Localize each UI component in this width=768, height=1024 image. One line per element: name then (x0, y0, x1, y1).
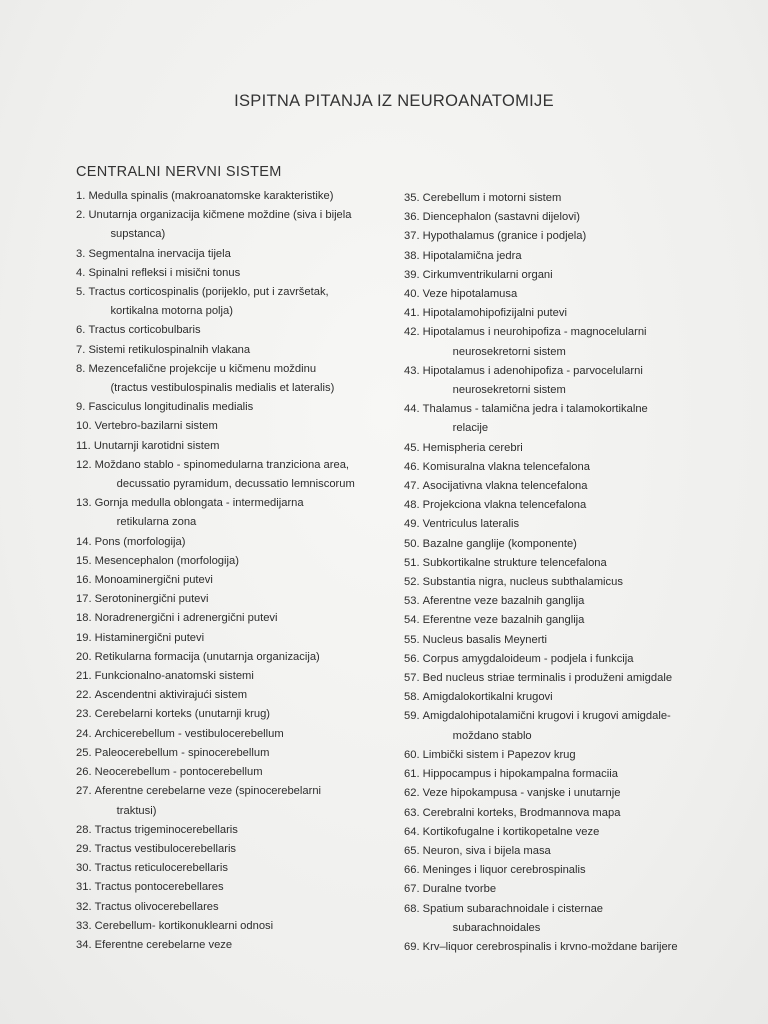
question-line: Tractus trigeminocerebellaris (94, 823, 238, 836)
question-text (88, 341, 396, 360)
question-text (423, 804, 704, 823)
question-line: Mezencefalične projekcije u kičmenu moždinu (88, 362, 317, 375)
question-item (404, 477, 704, 496)
question-text (95, 840, 396, 859)
question-item (76, 360, 396, 398)
question-number: 65. (404, 844, 423, 857)
question-text (423, 784, 704, 803)
question-continuation-line: supstanca) (110, 228, 166, 241)
question-number: 1. (76, 190, 89, 202)
question-number: 10. (76, 420, 95, 433)
question-item (76, 725, 396, 744)
question-item (76, 629, 396, 648)
question-number: 69. (404, 940, 423, 953)
question-text (423, 189, 704, 208)
question-item (404, 304, 704, 323)
question-line: Monoaminergični putevi (94, 574, 213, 587)
question-number: 6. (76, 324, 89, 337)
question-item (404, 515, 704, 534)
question-continuation-line: decussatio pyramidum, decussatio lemniscorum (116, 478, 355, 491)
question-number: 25. (76, 746, 95, 759)
question-item (76, 398, 396, 417)
question-number: 45. (404, 441, 423, 454)
question-continuation-line: (tractus vestibulospinalis medialis et lateralis) (110, 382, 335, 395)
question-text (423, 362, 704, 400)
question-line: Sistemi retikulospinalnih vlakana (88, 343, 251, 356)
question-item (76, 245, 396, 264)
question-number: 61. (404, 768, 423, 781)
question-line: Unutarnji karotidni sistem (93, 439, 220, 452)
question-item (76, 648, 396, 667)
question-number: 59. (404, 710, 423, 723)
question-item (404, 266, 704, 285)
question-number: 50. (404, 537, 423, 550)
question-text (95, 456, 396, 494)
question-line: Hipotalamus i adenohipofiza - parvocelularni (422, 364, 643, 377)
question-text (423, 592, 704, 611)
question-line: Hippocampus i hipokampalna formaciia (422, 768, 618, 781)
question-line: Fasciculus longitudinalis medialis (88, 401, 254, 414)
question-number: 39. (404, 268, 423, 281)
question-continuation-line: traktusi) (116, 804, 157, 817)
question-line: Krv–liquor cerebrospinalis i krvno-moždane barijere (422, 940, 678, 953)
question-number: 3. (76, 247, 89, 260)
question-item (76, 763, 396, 782)
question-line: Diencephalon (sastavni dijelovi) (422, 211, 581, 224)
question-item (76, 744, 396, 763)
question-item (76, 840, 396, 859)
question-line: Pons (morfologija) (94, 535, 186, 548)
question-item (404, 362, 704, 400)
question-number: 14. (76, 535, 95, 548)
question-continuation-line: subarachnoidales (452, 921, 541, 934)
question-text (88, 398, 396, 417)
question-number: 63. (404, 806, 423, 819)
question-line: Veze hipotalamusa (422, 288, 518, 301)
question-line: Cerebellum i motorni sistem (422, 192, 562, 204)
question-number: 19. (76, 631, 95, 644)
question-line: Aferentne cerebelarne veze (spinocerebelarni (94, 785, 322, 798)
question-number: 11. (76, 439, 94, 452)
question-number: 16. (76, 574, 95, 587)
question-line: Komisuralna vlakna telencefalona (422, 460, 590, 473)
question-line: Mesencephalon (morfologija) (94, 554, 239, 567)
question-item (404, 938, 704, 957)
question-line: Medulla spinalis (makroanatomske karakteristike) (88, 190, 334, 202)
question-item (404, 592, 704, 611)
question-text (95, 686, 396, 705)
question-item (76, 283, 396, 321)
question-text (423, 861, 704, 880)
question-line: Substantia nigra, nucleus subthalamicus (422, 576, 623, 589)
question-list-right (404, 189, 704, 957)
question-text (423, 823, 704, 842)
question-item (76, 552, 396, 571)
question-item (404, 746, 704, 765)
question-continuation-line: neurosekretorni sistem (452, 384, 566, 397)
question-item (76, 187, 396, 206)
question-item (76, 341, 396, 360)
question-item (76, 686, 396, 705)
question-text (423, 669, 704, 688)
question-item (76, 936, 396, 955)
question-continuation-line: neurosekretorni sistem (452, 345, 566, 358)
question-item (76, 782, 396, 820)
question-line: Archicerebellum - vestibulocerebellum (94, 727, 284, 740)
question-text (423, 458, 704, 477)
question-line: Projekciona vlakna telencefalona (422, 499, 587, 512)
question-item (76, 264, 396, 283)
question-line: Tractus reticulocerebellaris (94, 862, 228, 875)
question-number: 12. (76, 458, 95, 471)
question-text (423, 304, 704, 323)
question-text (423, 688, 704, 707)
question-text (423, 439, 704, 458)
question-item (76, 494, 396, 532)
question-number: 32. (76, 900, 95, 913)
question-number: 41. (404, 307, 423, 320)
question-item (404, 400, 704, 438)
question-item (76, 437, 396, 456)
question-text (423, 765, 704, 784)
question-line: Noradrenergični i adrenergični putevi (94, 612, 278, 625)
question-number: 64. (404, 825, 423, 838)
question-line: Amigdalokortikalni krugovi (422, 691, 553, 704)
question-text (95, 898, 396, 917)
question-number: 2. (76, 209, 89, 222)
question-text (423, 880, 704, 899)
question-text (95, 725, 396, 744)
question-item (76, 878, 396, 897)
question-number: 17. (76, 593, 95, 606)
question-continuation-line: relacije (452, 422, 489, 435)
question-text (423, 554, 704, 573)
question-line: Bazalne ganglije (komponente) (422, 537, 577, 550)
question-item (404, 323, 704, 361)
question-number: 13. (76, 497, 95, 510)
question-text (423, 247, 704, 266)
question-text (95, 917, 396, 936)
question-text (423, 227, 704, 246)
question-text (423, 631, 704, 650)
question-line: Limbički sistem i Papezov krug (422, 748, 576, 761)
question-item (76, 206, 396, 244)
question-line: Corpus amygdaloideum - podjela i funkcija (422, 652, 634, 665)
question-number: 38. (404, 249, 423, 262)
question-line: Vertebro-bazilarni sistem (94, 420, 218, 433)
question-text (95, 763, 396, 782)
question-number: 24. (76, 727, 95, 740)
question-line: Bed nucleus striae terminalis i produženi amigdale (422, 672, 673, 685)
question-item (76, 898, 396, 917)
question-line: Moždano stablo - spinomedularna tranziciona area, (94, 458, 350, 471)
question-line: Neocerebellum - pontocerebellum (94, 766, 263, 779)
question-line: Eferentne veze bazalnih ganglija (422, 614, 585, 627)
question-number: 34. (76, 938, 95, 951)
question-number: 60. (404, 748, 423, 761)
question-number: 31. (76, 881, 95, 894)
question-line: Hypothalamus (granice i podjela) (422, 230, 587, 243)
question-line: Meninges i liquor cerebrospinalis (422, 864, 586, 877)
question-item (404, 765, 704, 784)
question-text (423, 266, 704, 285)
question-text (88, 360, 396, 398)
question-number: 66. (404, 864, 423, 877)
question-item (404, 554, 704, 573)
question-number: 15. (76, 554, 95, 567)
question-text (423, 496, 704, 515)
question-text (423, 400, 704, 438)
question-number: 68. (404, 902, 423, 915)
question-line: Tractus corticospinalis (porijeklo, put i završetak, (88, 286, 329, 299)
question-list-left (76, 187, 396, 955)
question-number: 28. (76, 823, 95, 836)
question-item (404, 823, 704, 842)
question-number: 5. (76, 286, 89, 299)
question-text (423, 285, 704, 304)
question-text (423, 477, 704, 496)
question-number: 27. (76, 785, 95, 798)
question-line: Funkcionalno-anatomski sistemi (94, 670, 254, 683)
question-item (76, 917, 396, 936)
question-item (404, 458, 704, 477)
question-line: Ascendentni aktivirajući sistem (94, 689, 248, 702)
question-number: 7. (76, 343, 89, 356)
question-item (404, 900, 704, 938)
question-number: 33. (76, 919, 95, 932)
question-line: Ventriculus lateralis (422, 518, 520, 531)
question-item (404, 650, 704, 669)
question-text (95, 782, 396, 820)
question-line: Hipotalamus i neurohipofiza - magnocelularni (422, 326, 647, 339)
question-text (423, 746, 704, 765)
question-text (423, 938, 704, 957)
question-text (95, 533, 396, 552)
question-number: 57. (404, 672, 423, 685)
question-text (88, 321, 396, 340)
question-line: Segmentalna inervacija tijela (88, 247, 231, 260)
question-text (423, 208, 704, 227)
question-number: 40. (404, 288, 423, 301)
question-text (95, 744, 396, 763)
question-text (423, 573, 704, 592)
question-text (95, 494, 396, 532)
question-item (76, 571, 396, 590)
question-line: Asocijativna vlakna telencefalona (422, 480, 588, 493)
question-line: Hemispheria cerebri (422, 441, 523, 454)
question-item (404, 669, 704, 688)
question-item (404, 208, 704, 227)
question-number: 56. (404, 652, 423, 665)
question-number: 4. (76, 266, 89, 279)
question-text (88, 283, 396, 321)
question-text (95, 821, 396, 840)
question-number: 29. (76, 842, 95, 855)
question-item (404, 611, 704, 630)
question-line: Cirkumventrikularni organi (422, 268, 553, 281)
question-number: 51. (404, 556, 423, 569)
question-item (76, 321, 396, 340)
question-line: Serotoninergični putevi (94, 593, 209, 606)
question-item (76, 417, 396, 436)
question-number: 52. (404, 576, 423, 589)
question-item (404, 189, 704, 208)
question-number: 35. (404, 192, 423, 204)
question-line: Nucleus basalis Meynerti (422, 633, 548, 646)
question-number: 42. (404, 326, 423, 339)
question-text (423, 323, 704, 361)
question-item (76, 590, 396, 609)
question-line: Neuron, siva i bijela masa (422, 844, 551, 857)
question-item (76, 456, 396, 494)
question-text (95, 859, 396, 878)
question-continuation-line: retikularna zona (116, 516, 197, 529)
question-line: Amigdalohipotalamični krugovi i krugovi amigdale- (422, 710, 671, 723)
question-continuation-line: kortikalna motorna polja) (110, 305, 233, 318)
question-number: 26. (76, 766, 95, 779)
question-item (404, 688, 704, 707)
question-line: Kortikofugalne i kortikopetalne veze (422, 825, 600, 838)
question-item (404, 285, 704, 304)
question-line: Tractus vestibulocerebellaris (94, 842, 237, 855)
question-text (88, 245, 396, 264)
question-text (95, 629, 396, 648)
question-item (76, 533, 396, 552)
question-number: 54. (404, 614, 423, 627)
question-number: 43. (404, 364, 423, 377)
question-text (423, 707, 704, 745)
question-text (88, 264, 396, 283)
question-text (95, 648, 396, 667)
question-number: 8. (76, 362, 89, 375)
question-text (423, 535, 704, 554)
question-item (76, 609, 396, 628)
question-number: 49. (404, 518, 423, 531)
question-number: 18. (76, 612, 95, 625)
question-text (423, 900, 704, 938)
question-line: Tractus pontocerebellares (94, 881, 224, 894)
question-text (423, 842, 704, 861)
question-item (76, 859, 396, 878)
question-text (423, 650, 704, 669)
question-number: 21. (76, 670, 95, 683)
question-item (76, 667, 396, 686)
question-line: Duralne tvorbe (422, 883, 497, 896)
question-line: Subkortikalne strukture telencefalona (422, 556, 607, 569)
question-line: Paleocerebellum - spinocerebellum (94, 746, 270, 759)
question-number: 23. (76, 708, 95, 721)
question-item (404, 861, 704, 880)
question-item (404, 227, 704, 246)
question-text (95, 936, 396, 955)
question-line: Cerebellum- kortikonuklearni odnosi (94, 919, 274, 932)
question-line: Cerebelarni korteks (unutarnji krug) (94, 708, 271, 721)
question-line: Gornja medulla oblongata - intermedijarna (94, 497, 304, 510)
question-item (404, 842, 704, 861)
question-number: 62. (404, 787, 423, 800)
question-item (404, 880, 704, 899)
question-continuation-line: moždano stablo (452, 729, 532, 742)
question-number: 55. (404, 633, 423, 646)
question-text (95, 609, 396, 628)
question-text (88, 187, 396, 206)
question-text (95, 667, 396, 686)
question-line: Spatium subarachnoidale i cisternae (422, 902, 604, 915)
question-line: Hipotalamična jedra (422, 249, 522, 262)
section-heading: CENTRALNI NERVNI SISTEM (76, 164, 282, 180)
question-item (404, 535, 704, 554)
question-text (423, 611, 704, 630)
question-line: Histaminergični putevi (94, 631, 205, 644)
question-item (404, 247, 704, 266)
question-line: Aferentne veze bazalnih ganglija (422, 595, 585, 608)
question-item (404, 707, 704, 745)
question-item (404, 804, 704, 823)
question-line: Retikularna formacija (unutarnja organizacija) (94, 650, 320, 663)
question-item (404, 784, 704, 803)
question-item (404, 439, 704, 458)
question-item (76, 705, 396, 724)
question-line: Eferentne cerebelarne veze (94, 938, 233, 951)
page-title: ISPITNA PITANJA IZ NEUROANATOMIJE (234, 92, 554, 110)
question-number: 36. (404, 211, 423, 224)
question-text (95, 417, 396, 436)
question-line: Thalamus - talamična jedra i talamokortikalne (422, 403, 648, 416)
question-number: 53. (404, 595, 423, 608)
question-number: 46. (404, 460, 423, 473)
question-line: Hipotalamohipofizijalni putevi (422, 307, 567, 320)
question-text (95, 878, 396, 897)
question-item (404, 631, 704, 650)
question-line: Veze hipokampusa - vanjske i unutarnje (422, 787, 621, 800)
question-number: 58. (404, 691, 423, 704)
question-number: 20. (76, 650, 95, 663)
question-number: 47. (404, 480, 423, 493)
question-line: Tractus corticobulbaris (88, 324, 201, 337)
question-text (94, 437, 396, 456)
question-number: 37. (404, 230, 423, 243)
question-text (88, 206, 396, 244)
question-line: Tractus olivocerebellares (94, 900, 219, 913)
question-text (95, 552, 396, 571)
question-text (95, 590, 396, 609)
question-line: Unutarnja organizacija kičmene moždine (siva i bijela (88, 209, 352, 222)
question-number: 30. (76, 862, 95, 875)
question-item (404, 496, 704, 515)
question-item (76, 821, 396, 840)
question-number: 44. (404, 403, 423, 416)
question-text (95, 705, 396, 724)
question-text (95, 571, 396, 590)
question-number: 9. (76, 401, 89, 414)
question-number: 67. (404, 883, 423, 896)
question-text (423, 515, 704, 534)
question-item (404, 573, 704, 592)
question-line: Spinalni refleksi i misični tonus (88, 266, 241, 279)
question-number: 48. (404, 499, 423, 512)
question-line: Cerebralni korteks, Brodmannova mapa (422, 806, 621, 819)
question-number: 22. (76, 689, 95, 702)
